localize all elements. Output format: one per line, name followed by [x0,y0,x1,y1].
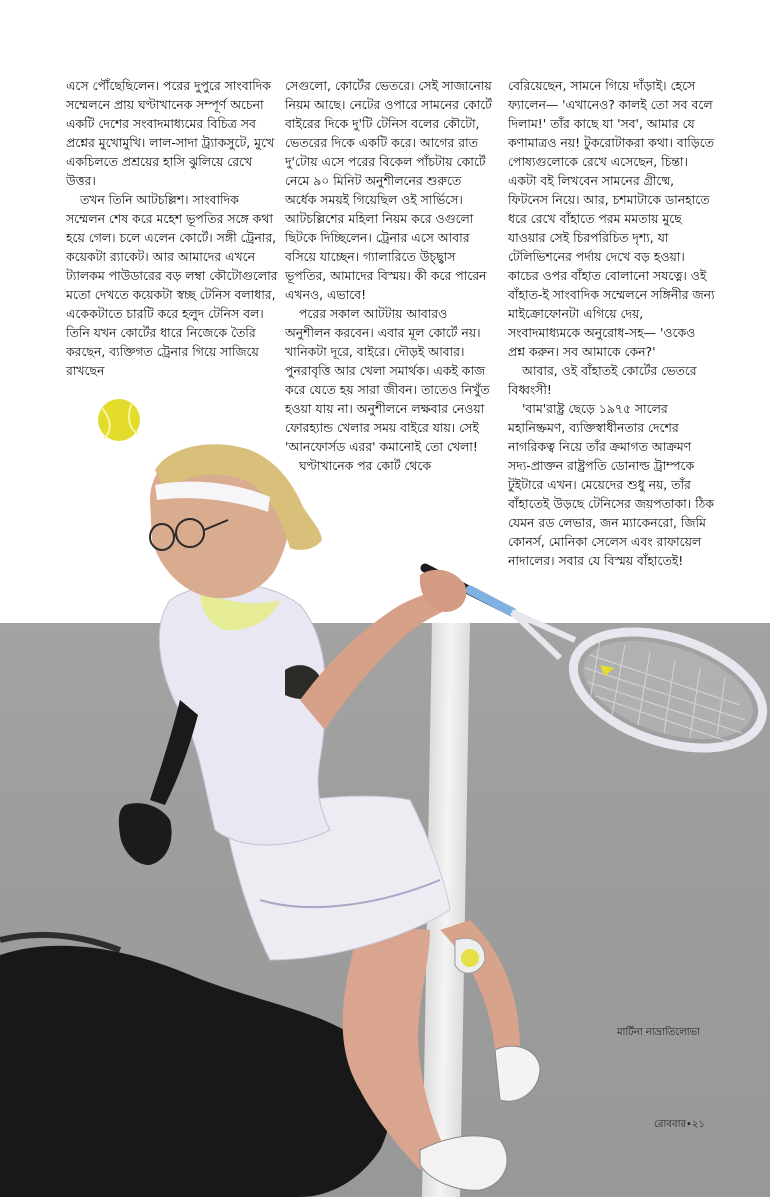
paragraph: ঘণ্টাখানেক পর কোর্ট থেকে [299,458,432,473]
paragraph: বেরিয়েছেন, সামনে গিয়ে দাঁড়াই। হেসে ফ্যালেন— 'এখানেও? কালই তো সব বলে দিলাম!' তাঁর কাছে যা 'সব', আমার যে কণামাত্রও নয়! টুকরোটাকরা কথা। বাড়িতে পোষ্যগুলোকে রেখে এসেছেন, চিন্তা। একটা বই লিখবেন সামনের গ্রীষ্মে, ফিটনেস নিয়ে। আর, চশমাটাকে ডানহাতে ধরে রেখে বাঁহাতে পরম মমতায় মুছে যাওয়ার সেই চিরপরিচিত দৃশ্য, যা টেলিভিশনের পর্দায় দেখে বড় হওয়া। কাচের ওপর বাঁহাত বোলানো সযত্নে। ওই বাঁহাত-ই সাংবাদিক সম্মেলনে সঙ্গিনীর জন্য মাইক্রোফোনটা এগিয়ে দেয়, সংবাদমাধ্যমকে অনুরোধ-সহ— 'ওকেও প্রশ্ন করুন। সব আমাকে কেন?' [508,78,715,359]
page-footer: রোববার•২১ [654,1119,705,1130]
paragraph: আবার, ওই বাঁহাতই কোর্টের ভেতরে বিধ্বংসী! [508,363,697,397]
article-column-2 [285,76,492,475]
paragraph: পরের সকাল আটটায় আবারও অনুশীলন করবেন। এবার মূল কোর্টে নয়। খানিকটা দূরে, বাইরে। দৌড়ই আবার। পুনরাবৃত্তি আর খেলা সমার্থক। একই কাজ করে যেতে হয় সারা জীবন। তাতেও নিখুঁত হওয়া যায় না। অনুশীলনে লক্ষবার নেওয়া ফোরহ্যান্ড খেলার সময় বাইরে যায়। সেই 'আনফোর্সড এরর' কমানোই তো খেলা! [285,306,490,454]
tennis-racket-icon [425,568,770,770]
paragraph: এসে পৌঁছেছিলেন। পরের দুপুরে সাংবাদিক সম্মেলনে প্রায় ঘণ্টাখানেক সম্পূর্ণ অচেনা একটি দেশের সংবাদমাধ্যমের বিচিত্র সব প্রশ্নের মুখোমুখি। লাল-সাদা ট্র্যাকসুটে, মুখে একচিলতে প্রশ্রয়ের হাসি ঝুলিয়ে রেখে উত্তর। [66,78,275,188]
photo-caption: মার্টিনা নাভ্রাতিলোভা [617,1027,701,1038]
player-shadow [0,946,390,1197]
paragraph: 'বাম'রাষ্ট্র ছেড়ে ১৯৭৫ সালের মহানিষ্ক্রমণ, ব্যক্তিস্বাধীনতার দেশের নাগরিকত্ব নিয়ে তাঁর ক্রমাগত আক্রমণ সদ্য-প্রাক্তন রাষ্ট্রপতি ডোনাল্ড ট্রাম্পকে টুইটারে এখন। মেয়েদের শুধু নয়, তাঁর বাঁহাতেই উড়ছে টেনিসের জয়পতাকা। ঠিক যেমন রড লেভার, জন ম্যাকেনরো, জিমি কোনর্স, মোনিকা সেলেস এবং রাফায়েল নাদালের। সবার যে বিস্ময় বাঁহাতেই! [508,401,714,568]
tennis-ball-icon [98,399,140,441]
article-column-1 [66,76,278,380]
paragraph: তখন তিনি আটচল্লিশ। সাংবাদিক সম্মেলন শেষ করে মহেশ ভূপতির সঙ্গে কথা হয়ে গেল। চলে এলেন কোর্টে। সঙ্গী ট্রেনার, কয়েকটা র‍্যাকেট। আর আমাদের এখনে ট্যালকম পাউডারের বড় লম্বা কৌটোগুলোর মতো দেখতে কয়েকটা স্বচ্ছ টেনিস বলাধার, একেকটাতে চারটি করে হলুদ টেনিস বল। তিনি যখন কোর্টের ধারে নিজেকে তৈরি করছেন, ব্যক্তিগত ট্রেনার গিয়ে সাজিয়ে রাখছেন [66,192,278,378]
paragraph: সেগুলো, কোর্টের ভেতরে। সেই সাজানোয় নিয়ম আছে। নেটের ওপারে সামনের কোর্টে বাইরের দিকে দু'টি টেনিস বলের কৌটো, ভেতরের দিকে একটি করে। আগের রাত দু'টোয় এসে পরের বিকেল পাঁচটায় কোর্টে নেমে ৯০ মিনিট অনুশীলনের শুরুতে অর্ধেক সময়ই গিয়েছিল ওই সার্ভিসে। আটচল্লিশের মহিলা নিয়ম করে ওগুলো ছিটকে দিচ্ছিলেন। ট্রেনার এসে আবার বসিয়ে যাচ্ছেন। গ্যালারিতে উচ্ছ্বাস ভূপতির, আমাদের বিস্ময়। কী করে পারেন এখনও, এভাবে! [285,78,492,302]
article-column-3 [508,76,716,570]
